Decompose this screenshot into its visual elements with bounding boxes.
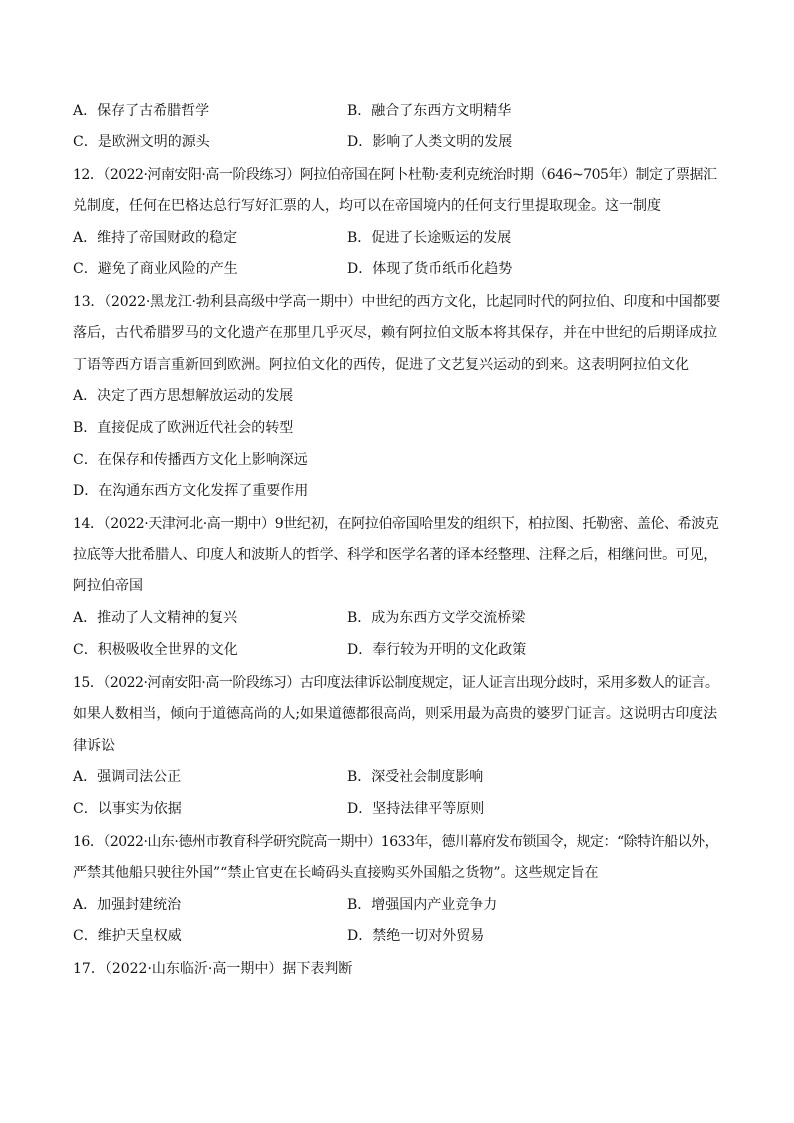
q11-option-c[interactable]: C．是欧洲文明的源头 [73,134,210,150]
q12-option-c[interactable]: C．避免了商业风险的产生 [73,261,238,277]
q14-stem-line-1: 14．（2022·天津河北·高一期中）9世纪初，在阿拉伯帝国哈里发的组织下，柏拉图、托勒密、盖伦、希波克 [73,516,719,532]
q15-option-a[interactable]: A．强调司法公正 [73,769,182,785]
q16-option-c[interactable]: C．维护天皇权威 [73,928,182,944]
q12-stem-line-1: 12．（2022·河南安阳·高一阶段练习）阿拉伯帝国在阿卜杜勒·麦利克统治时期（646~705年）制定了票据汇 [73,167,717,183]
q13-stem-line-2: 落后，古代希腊罗马的文化遗产在那里几乎灭尽，赖有阿拉伯文版本将其保存，并在中世纪的后期译成拉 [73,325,717,341]
q15-option-b[interactable]: B．深受社会制度影响 [347,769,484,785]
q17-stem-line-1: 17．（2022·山东临沂·高一期中）据下表判断 [73,961,353,977]
q15-stem-line-3: 律诉讼 [73,738,115,754]
q11-option-d[interactable]: D．影响了人类文明的发展 [347,134,513,150]
q11-option-b[interactable]: B．融合了东西方文明精华 [347,103,512,119]
q11-option-a[interactable]: A．保存了古希腊哲学 [73,103,210,119]
q12-option-b[interactable]: B．促进了长途贩运的发展 [347,230,512,246]
q13-stem-line-3: 丁语等西方语言重新回到欧洲。阿拉伯文化的西传，促进了文艺复兴运动的到来。这表明阿拉伯文化 [73,357,689,373]
q16-stem-line-1: 16．（2022·山东·德州市教育科学研究院高一期中）1633年，德川幕府发布锁国令，规定：“除特许船以外， [73,834,719,850]
q13-option-d[interactable]: D．在沟通东西方文化发挥了重要作用 [73,483,309,499]
q16-option-a[interactable]: A．加强封建统治 [73,897,182,913]
q16-stem-line-2: 严禁其他船只驶往外国”“禁止官吏在长崎码头直接购买外国船之货物”。这些规定旨在 [73,865,599,881]
q13-option-b[interactable]: B．直接促成了欧洲近代社会的转型 [73,420,294,436]
q15-stem-line-1: 15．（2022·河南安阳·高一阶段练习）古印度法律诉讼制度规定，证人证言出现分歧时，采用多数人的证言。 [73,675,719,691]
q15-option-c[interactable]: C．以事实为依据 [73,801,182,817]
q15-stem-line-2: 如果人数相当，倾向于道德高尚的人;如果道德都很高尚，则采用最为高贵的婆罗门证言。这说明古印度法 [73,706,718,722]
q14-stem-line-3: 阿拉伯帝国 [73,578,143,594]
q13-option-a[interactable]: A．决定了西方思想解放运动的发展 [73,388,294,404]
q14-option-a[interactable]: A．推动了人文精神的复兴 [73,610,238,626]
q14-stem-line-2: 拉底等大批希腊人、印度人和波斯人的哲学、科学和医学名著的译本经整理、注释之后，相继问世。可见， [73,547,717,563]
q12-option-a[interactable]: A．维持了帝国财政的稳定 [73,230,238,246]
q14-option-c[interactable]: C．积极吸收全世界的文化 [73,642,238,658]
q16-option-d[interactable]: D．禁绝一切对外贸易 [347,928,485,944]
q12-option-d[interactable]: D．体现了货币纸币化趋势 [347,261,513,277]
q13-stem-line-1: 13．（2022·黑龙江·勃利县高级中学高一期中）中世纪的西方文化，比起同时代的阿拉伯、印度和中国都要 [73,294,721,310]
q13-option-c[interactable]: C．在保存和传播西方文化上影响深远 [73,452,308,468]
q16-option-b[interactable]: B．增强国内产业竞争力 [347,897,498,913]
q12-stem-line-2: 兑制度，任何在巴格达总行写好汇票的人，均可以在帝国境内的任何支行里提取现金。这一制度 [73,198,661,214]
q15-option-d[interactable]: D．坚持法律平等原则 [347,801,485,817]
q14-option-b[interactable]: B．成为东西方文学交流桥梁 [347,610,526,626]
q14-option-d[interactable]: D．奉行较为开明的文化政策 [347,642,527,658]
